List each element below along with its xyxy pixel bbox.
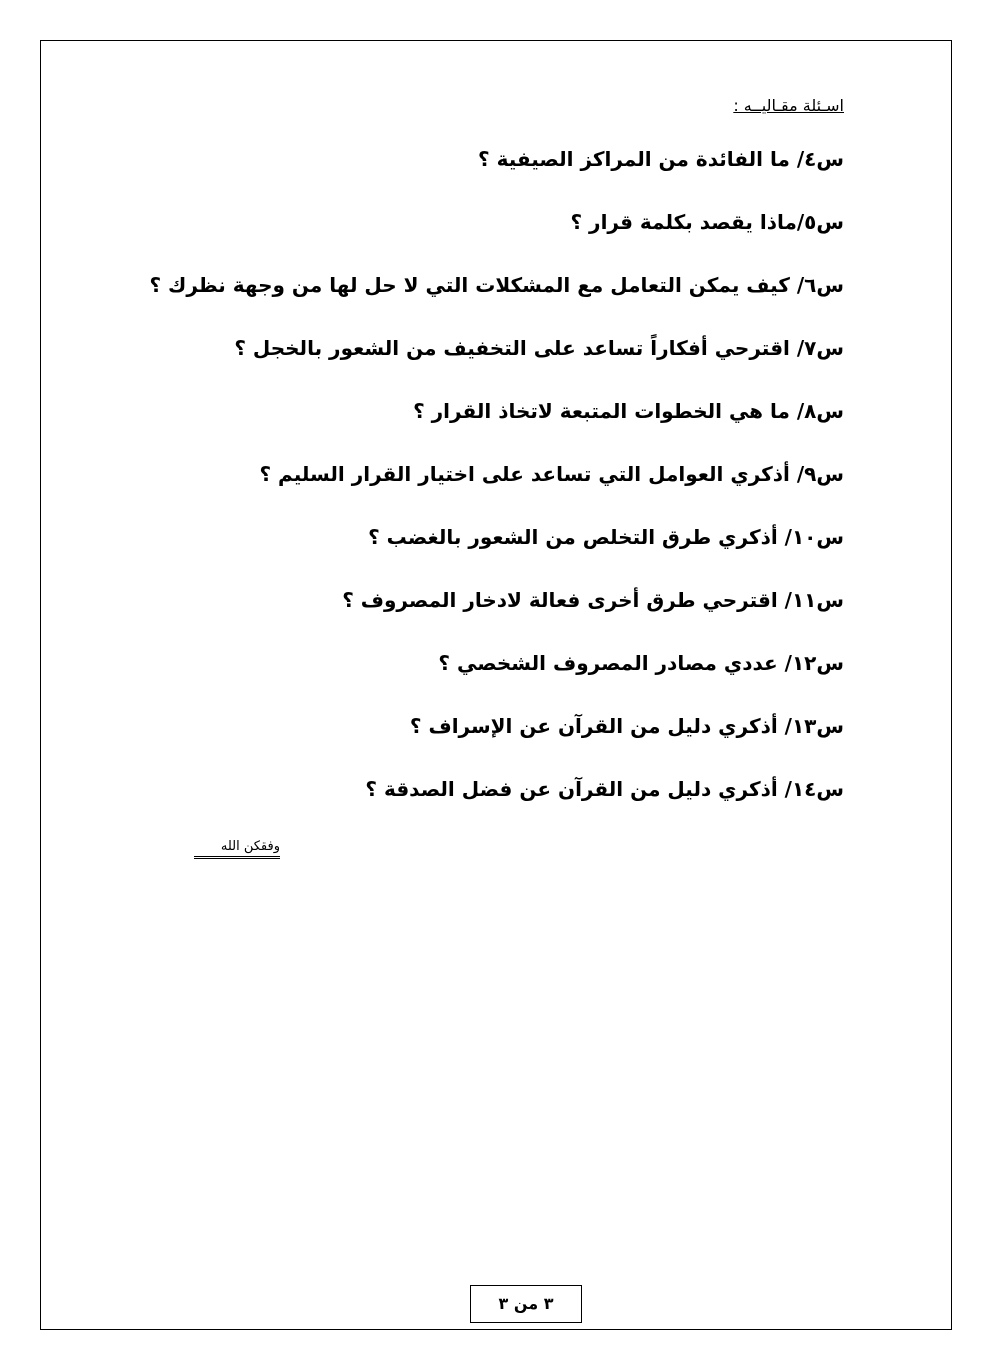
question-10: س١٠/ أذكري طرق التخلص من الشعور بالغضب ؟	[368, 525, 844, 549]
question-5: س٥/ماذا يقصد بكلمة قرار ؟	[570, 210, 844, 234]
document-body	[144, 92, 844, 837]
question-12: س١٢/ عددي مصادر المصروف الشخصي ؟	[438, 651, 844, 675]
question-9: س٩/ أذكري العوامل التي تساعد على اختيار القرار السليم ؟	[259, 462, 844, 486]
question-8: س٨/ ما هي الخطوات المتبعة لاتخاذ القرار ؟	[413, 399, 844, 423]
question-11: س١١/ اقترحي طرق أخرى فعالة لادخار المصروف ؟	[342, 588, 844, 612]
question-4: س٤/ ما الفائدة من المراكز الصيفية ؟	[478, 147, 844, 171]
closing-note: وفقكن الله	[194, 838, 280, 859]
question-13: س١٣/ أذكري دليل من القرآن عن الإسراف ؟	[409, 714, 844, 738]
section-heading: اسـئلة مقـاليــه :	[733, 96, 844, 115]
question-list	[144, 144, 844, 804]
question-7: س٧/ اقترحي أفكاراً تساعد على التخفيف من الشعور بالخجل ؟	[234, 336, 844, 360]
question-6: س٦/ كيف يمكن التعامل مع المشكلات التي لا حل لها من وجهة نظرك ؟	[149, 273, 844, 297]
question-14: س١٤/ أذكري دليل من القرآن عن فضل الصدقة ؟	[365, 777, 844, 801]
page-number: ٣ من ٣	[470, 1285, 582, 1323]
